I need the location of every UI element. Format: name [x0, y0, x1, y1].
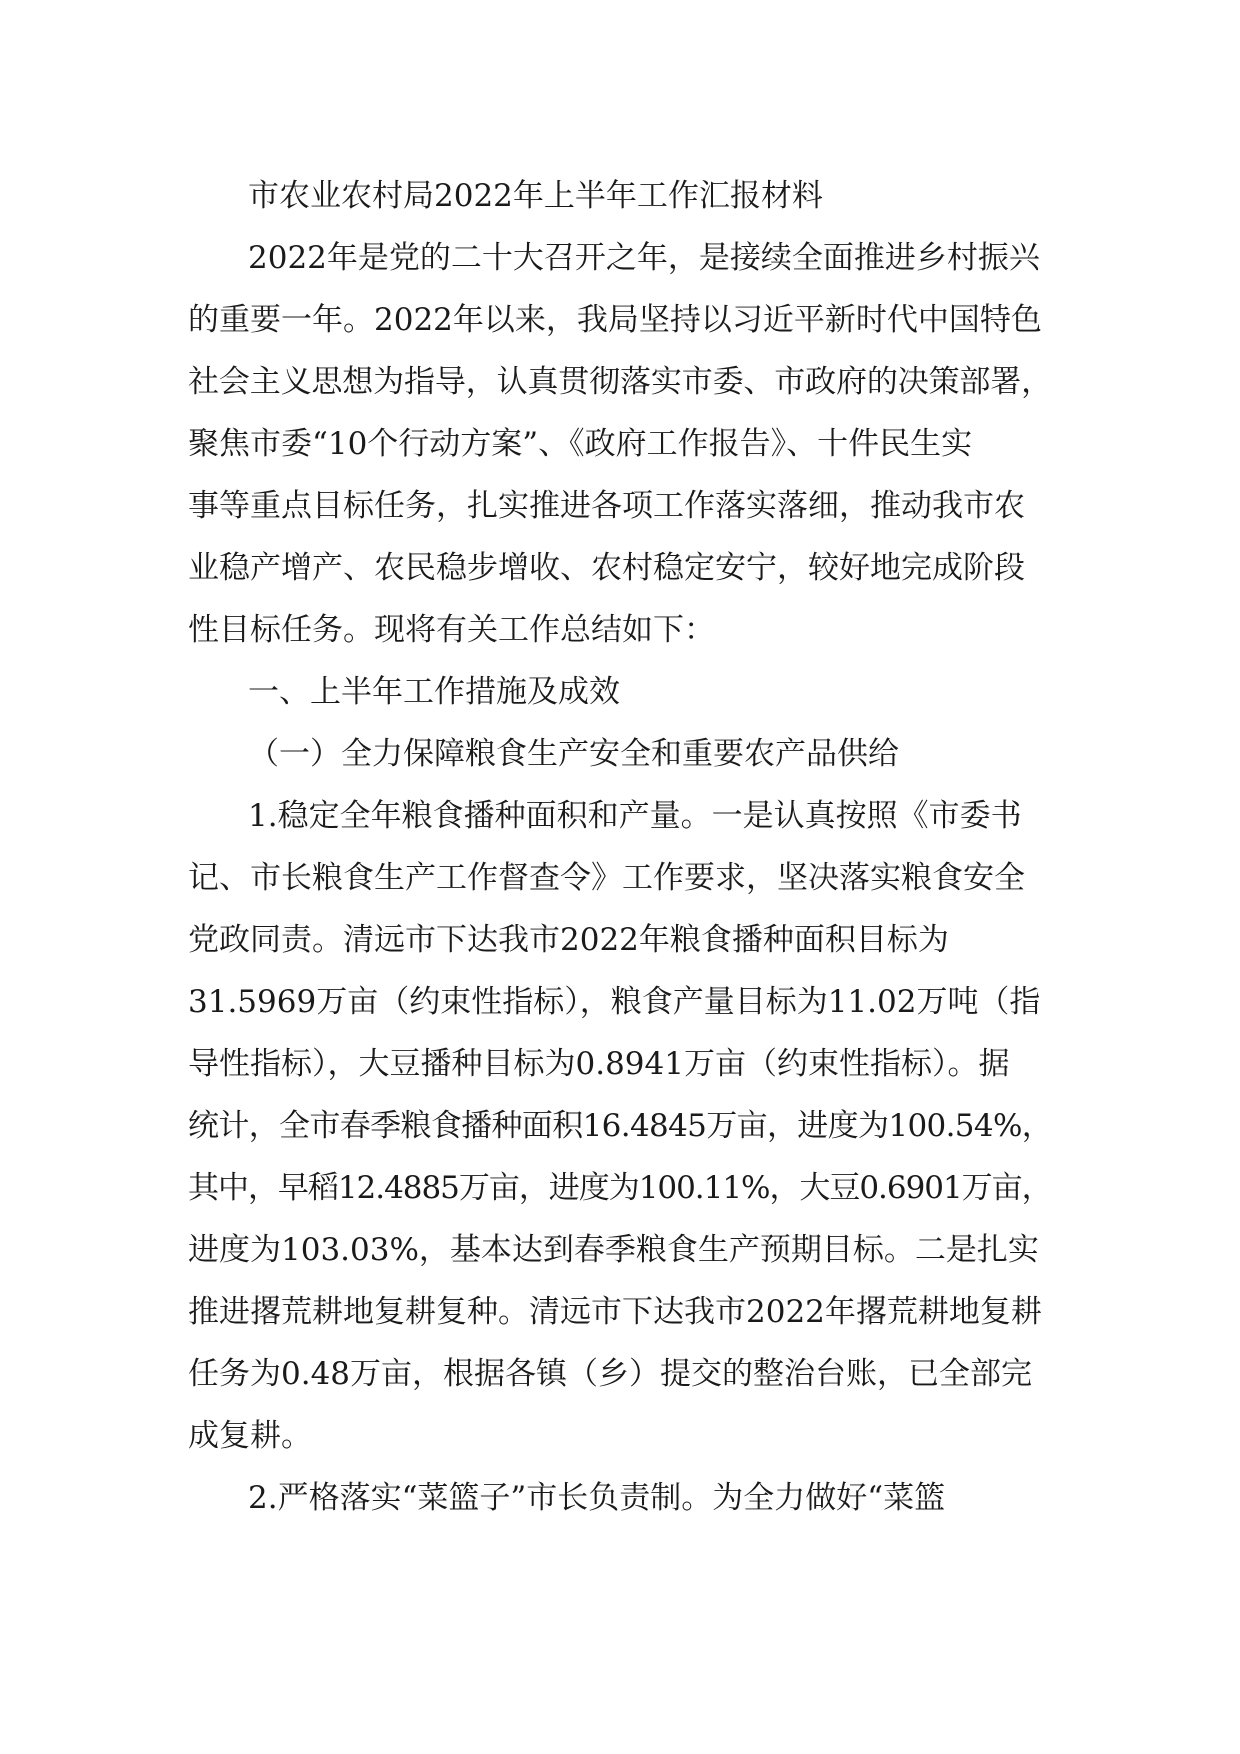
paragraph-line: 其中，早稻12.4885万亩，进度为100.11%，大豆0.6901万亩， — [188, 1170, 1052, 1206]
subsection-heading: （一）全力保障粮食生产安全和重要农产品供给 — [248, 736, 899, 772]
paragraph-line: 进度为103.03%，基本达到春季粮食生产预期目标。二是扎实 — [188, 1232, 1039, 1268]
paragraph-line: 2022年是党的二十大召开之年，是接续全面推进乡村振兴 — [248, 240, 1040, 276]
paragraph-line: 成复耕。 — [188, 1418, 312, 1454]
paragraph-line: 事等重点目标任务，扎实推进各项工作落实落细，推动我市农 — [188, 488, 1025, 524]
paragraph-line: 导性指标），大豆播种目标为0.8941万亩（约束性指标）。据 — [188, 1046, 1010, 1082]
paragraph-line: 推进撂荒耕地复耕复种。清远市下达我市2022年撂荒耕地复耕 — [188, 1294, 1042, 1330]
document-title: 市农业农村局2022年上半年工作汇报材料 — [248, 178, 823, 214]
paragraph-line: 1.稳定全年粮食播种面积和产量。一是认真按照《市委书 — [248, 798, 1022, 834]
paragraph-line: 的重要一年。2022年以来，我局坚持以习近平新时代中国特色 — [188, 302, 1042, 338]
paragraph-line: 2.严格落实“菜篮子”市长负责制。为全力做好“菜篮 — [248, 1480, 946, 1516]
paragraph-line: 任务为0.48万亩，根据各镇（乡）提交的整治台账，已全部完 — [188, 1356, 1033, 1392]
paragraph-line: 统计，全市春季粮食播种面积16.4845万亩，进度为100.54%， — [188, 1108, 1053, 1144]
paragraph-line: 聚焦市委“10个行动方案”、《政府工作报告》、十件民生实 — [188, 426, 973, 462]
paragraph-line: 记、市长粮食生产工作督查令》工作要求，坚决落实粮食安全 — [188, 860, 1025, 896]
section-heading: 一、上半年工作措施及成效 — [248, 674, 620, 710]
paragraph-line: 性目标任务。现将有关工作总结如下： — [188, 612, 715, 648]
paragraph-line: 业稳产增产、农民稳步增收、农村稳定安宁，较好地完成阶段 — [188, 550, 1025, 586]
paragraph-line: 社会主义思想为指导，认真贯彻落实市委、市政府的决策部署， — [188, 364, 1052, 400]
paragraph-line: 党政同责。清远市下达我市2022年粮食播种面积目标为 — [188, 922, 949, 958]
paragraph-line: 31.5969万亩（约束性指标），粮食产量目标为11.02万吨（指 — [188, 984, 1041, 1020]
